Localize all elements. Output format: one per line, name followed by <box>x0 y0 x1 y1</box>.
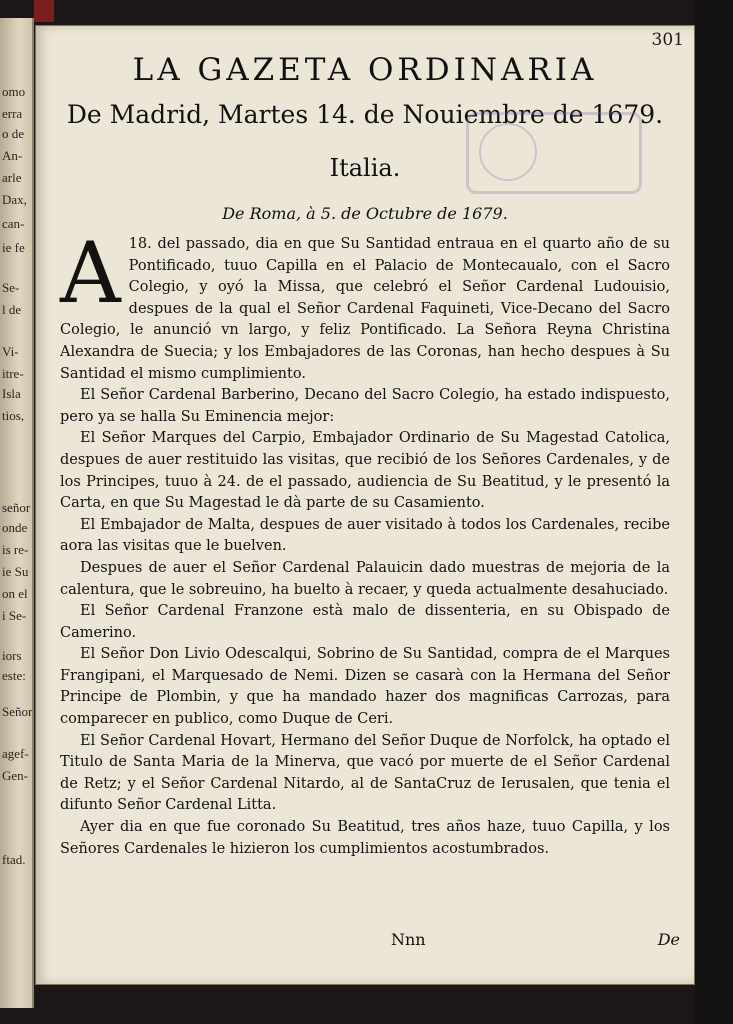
left-page-fragment: onde <box>2 520 28 535</box>
dateline: De Madrid, Martes 14. de Nouiembre de 1679. <box>66 100 664 129</box>
left-page-fragment: o de <box>2 126 25 141</box>
left-page-fragment: is re- <box>2 542 29 557</box>
left-page-fragment: itre- <box>2 366 24 381</box>
paragraph: El Señor Cardenal Franzone està malo de dissenteria, en su Obispado de Camerino. <box>60 603 670 641</box>
left-page-fragment: agef- <box>2 746 29 761</box>
subheading-dateline: De Roma, à 5. de Octubre de 1679. <box>222 204 508 223</box>
catchword: De <box>657 930 680 949</box>
left-page-fragment: i Se- <box>2 608 27 623</box>
previous-page-edge <box>0 18 34 1008</box>
left-page-fragment: erra <box>2 106 23 121</box>
left-page-fragment: l de <box>2 302 22 317</box>
left-page-fragment: tios, <box>2 408 25 423</box>
paragraph: El Señor Cardenal Hovart, Hermano del Señor Duque de Norfolck, ha optado el Titulo de Santa Maria de la Minerva, que vacó por muerte de el Señor Cardenal de Retz; y el Señor Cardenal Nitardo, al de SantaCruz de Ierusalen, que tenia el difunto Señor Cardenal Litta. <box>60 732 670 814</box>
ribbon-marker <box>34 0 54 22</box>
left-page-fragment: Vi- <box>2 344 19 359</box>
paragraph: Ayer dia en que fue coronado Su Beatitud, tres años haze, tuuo Capilla, y los Señores Cardenales le hizieron los cumplimientos acostumbrados. <box>60 819 670 857</box>
left-page-fragment: Dax, <box>2 192 27 207</box>
left-page-fragment: An- <box>2 148 23 163</box>
paragraph: Despues de auer el Señor Cardenal Palauicin dado muestras de mejoria de la calentura, que le sobreuino, ha buelto à recaer, y queda actualmente desahuciado. <box>60 559 670 598</box>
left-page-fragment: arle <box>2 170 22 185</box>
paragraph: El Señor Cardenal Barberino, Decano del Sacro Colegio, ha estado indispuesto, pero ya se halla Su Eminencia mejor: <box>60 387 670 425</box>
left-page-fragment: omo <box>2 84 26 99</box>
left-page-fragment: Isla <box>2 386 21 401</box>
paragraph: El Señor Marques del Carpio, Embajador Ordinario de Su Magestad Catolica, despues de auer restituido las visitas, que recibió de los Señores Cardenales, y de los Principes, tuuo à 24. de el passado, audiencia de Su Beatitud, y le presentó la Carta, en que Su Magestad le dà parte de su Casamiento. <box>60 430 670 512</box>
drop-cap: A <box>60 224 121 322</box>
left-page-fragment: iors <box>2 648 22 663</box>
signature-mark: Nnn <box>391 930 426 949</box>
left-page-fragment: este: <box>2 668 26 683</box>
gazette-page <box>36 26 694 984</box>
left-page-fragment: Señor <box>2 704 33 719</box>
left-page-fragment: Se- <box>2 280 20 295</box>
background-edge <box>695 0 733 1024</box>
left-page-fragment: ie fe <box>2 240 25 255</box>
paragraph: El Embajador de Malta, despues de auer visitado à todos los Cardenales, recibe aora las visitas que le buelven. <box>60 516 670 555</box>
left-page-fragment: on el <box>2 586 28 601</box>
left-page-fragment: Gen- <box>2 768 28 783</box>
section-heading: Italia. <box>329 154 401 182</box>
page-number: 301 <box>651 30 684 50</box>
left-page-fragment: ftad. <box>2 852 26 867</box>
article-body <box>60 224 670 860</box>
paragraph-1: A 18. del passado, dia en que Su Santidad entraua en el quarto año de su Pontificado, tuuo Capilla en el Palacio de Montecaualo, con el Sacro Colegio, y oyó la Missa, que celebró el Señor Cardenal Ludouisio, despues de la qual el Señor Cardenal Faquineti, Vice-Decano del Sacro Colegio, le anunció vn largo, y feliz Pontificado. La Señora Reyna Christina Alexandra de Suecia; y los Embajadores de las Coronas, han hecho despues à Su Santidad el mismo cumplimiento. <box>60 224 670 382</box>
masthead-title: LA GAZETA ORDINARIA <box>132 52 598 88</box>
left-page-fragment: señor <box>2 500 31 515</box>
left-page-fragment: ie Su <box>2 564 29 579</box>
left-page-fragment: can- <box>2 216 25 231</box>
paragraph: El Señor Don Livio Odescalqui, Sobrino de Su Santidad, compra de el Marques Frangipani, el Marquesado de Nemi. Dizen se casarà con la Hermana del Señor Principe de Plombin, y que ha mandado hazer dos magnificas Carrozas, para comparecer en publico, como Duque de Ceri. <box>60 646 670 728</box>
